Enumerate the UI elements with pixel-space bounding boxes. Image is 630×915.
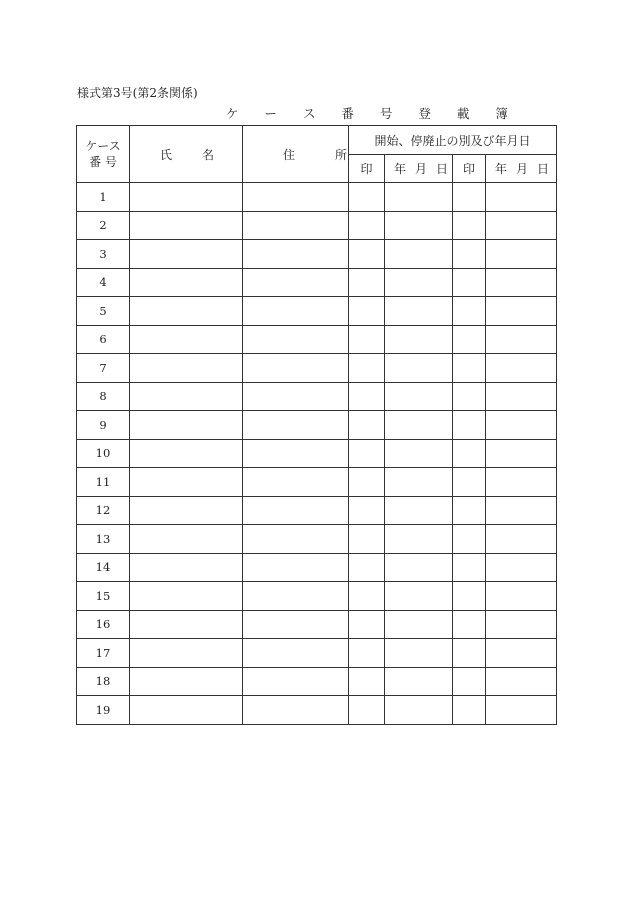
case-number-cell: 4 xyxy=(77,268,130,297)
seal-cell-2[interactable] xyxy=(453,610,486,639)
seal-cell-1[interactable] xyxy=(349,582,385,611)
seal-cell-1[interactable] xyxy=(349,639,385,668)
date-cell-2[interactable] xyxy=(486,525,557,554)
address-cell[interactable] xyxy=(243,411,349,440)
case-number-cell: 5 xyxy=(77,297,130,326)
table-row xyxy=(77,183,557,212)
date-cell-2[interactable] xyxy=(486,582,557,611)
date-cell-1[interactable] xyxy=(385,211,453,240)
date-cell-1[interactable] xyxy=(385,268,453,297)
address-cell[interactable] xyxy=(243,183,349,212)
address-header: 住所 xyxy=(243,126,349,183)
name-cell[interactable] xyxy=(130,553,243,582)
date-cell-2[interactable] xyxy=(486,639,557,668)
case-number-cell: 14 xyxy=(77,553,130,582)
address-cell[interactable] xyxy=(243,468,349,497)
name-cell[interactable] xyxy=(130,696,243,725)
address-cell[interactable] xyxy=(243,439,349,468)
seal-cell-2[interactable] xyxy=(453,639,486,668)
seal-cell-2[interactable] xyxy=(453,297,486,326)
seal-cell-2[interactable] xyxy=(453,354,486,383)
seal-cell-1[interactable] xyxy=(349,610,385,639)
seal-cell-2[interactable] xyxy=(453,582,486,611)
date-cell-1[interactable] xyxy=(385,468,453,497)
address-cell[interactable] xyxy=(243,610,349,639)
date-cell-1[interactable] xyxy=(385,439,453,468)
name-cell[interactable] xyxy=(130,268,243,297)
address-cell[interactable] xyxy=(243,325,349,354)
table-row xyxy=(77,582,557,611)
seal-cell-1[interactable] xyxy=(349,468,385,497)
case-number-cell: 19 xyxy=(77,696,130,725)
seal-cell-2[interactable] xyxy=(453,553,486,582)
seal-cell-2[interactable] xyxy=(453,411,486,440)
date-header-2: 年月日 xyxy=(486,155,557,183)
name-cell[interactable] xyxy=(130,240,243,269)
seal-cell-1[interactable] xyxy=(349,268,385,297)
address-cell[interactable] xyxy=(243,496,349,525)
table-row xyxy=(77,211,557,240)
date-cell-2[interactable] xyxy=(486,496,557,525)
name-cell[interactable] xyxy=(130,411,243,440)
case-number-cell: 18 xyxy=(77,667,130,696)
address-cell[interactable] xyxy=(243,211,349,240)
address-cell[interactable] xyxy=(243,382,349,411)
address-cell[interactable] xyxy=(243,354,349,383)
table-row xyxy=(77,496,557,525)
date-cell-1[interactable] xyxy=(385,297,453,326)
case-number-cell: 7 xyxy=(77,354,130,383)
date-cell-1[interactable] xyxy=(385,411,453,440)
name-cell[interactable] xyxy=(130,496,243,525)
table-row xyxy=(77,553,557,582)
seal-cell-1[interactable] xyxy=(349,354,385,383)
date-cell-2[interactable] xyxy=(486,610,557,639)
seal-cell-1[interactable] xyxy=(349,183,385,212)
seal-header-1: 印 xyxy=(349,155,385,183)
date-cell-2[interactable] xyxy=(486,667,557,696)
seal-cell-2[interactable] xyxy=(453,240,486,269)
date-cell-1[interactable] xyxy=(385,496,453,525)
case-number-header xyxy=(77,126,130,183)
seal-cell-2[interactable] xyxy=(453,496,486,525)
seal-cell-1[interactable] xyxy=(349,496,385,525)
case-number-cell: 8 xyxy=(77,382,130,411)
name-cell[interactable] xyxy=(130,382,243,411)
address-cell[interactable] xyxy=(243,696,349,725)
case-number-header-line1: ケース xyxy=(85,139,121,153)
date-cell-2[interactable] xyxy=(486,382,557,411)
seal-cell-2[interactable] xyxy=(453,183,486,212)
seal-cell-1[interactable] xyxy=(349,667,385,696)
address-cell[interactable] xyxy=(243,240,349,269)
seal-cell-2[interactable] xyxy=(453,268,486,297)
seal-cell-1[interactable] xyxy=(349,382,385,411)
table-row xyxy=(77,325,557,354)
date-cell-1[interactable] xyxy=(385,582,453,611)
name-cell[interactable] xyxy=(130,297,243,326)
address-cell[interactable] xyxy=(243,582,349,611)
table-row xyxy=(77,696,557,725)
case-number-cell: 17 xyxy=(77,639,130,668)
address-cell[interactable] xyxy=(243,297,349,326)
address-cell[interactable] xyxy=(243,553,349,582)
table-row xyxy=(77,610,557,639)
seal-cell-1[interactable] xyxy=(349,411,385,440)
case-number-cell: 12 xyxy=(77,496,130,525)
date-cell-1[interactable] xyxy=(385,696,453,725)
table-row xyxy=(77,439,557,468)
address-cell[interactable] xyxy=(243,268,349,297)
table-row xyxy=(77,411,557,440)
name-cell[interactable] xyxy=(130,468,243,497)
seal-header-2: 印 xyxy=(453,155,486,183)
address-cell[interactable] xyxy=(243,525,349,554)
date-cell-2[interactable] xyxy=(486,696,557,725)
case-number-cell: 10 xyxy=(77,439,130,468)
case-number-cell: 13 xyxy=(77,525,130,554)
case-number-cell: 6 xyxy=(77,325,130,354)
seal-cell-2[interactable] xyxy=(453,382,486,411)
date-cell-2[interactable] xyxy=(486,240,557,269)
register-rows xyxy=(77,183,557,725)
table-row xyxy=(77,525,557,554)
table-row xyxy=(77,354,557,383)
status-date-group-header: 開始、停廃止の別及び年月日 xyxy=(349,126,557,155)
case-number-cell: 16 xyxy=(77,610,130,639)
seal-cell-2[interactable] xyxy=(453,211,486,240)
case-number-header-line2: 番 号 xyxy=(89,155,117,169)
seal-cell-2[interactable] xyxy=(453,667,486,696)
register-table xyxy=(76,125,557,725)
seal-cell-1[interactable] xyxy=(349,525,385,554)
date-cell-2[interactable] xyxy=(486,211,557,240)
date-cell-2[interactable] xyxy=(486,183,557,212)
name-cell[interactable] xyxy=(130,183,243,212)
name-cell[interactable] xyxy=(130,525,243,554)
name-cell[interactable] xyxy=(130,211,243,240)
case-number-cell: 11 xyxy=(77,468,130,497)
name-cell[interactable] xyxy=(130,582,243,611)
case-number-cell: 3 xyxy=(77,240,130,269)
date-cell-1[interactable] xyxy=(385,610,453,639)
date-cell-1[interactable] xyxy=(385,354,453,383)
form-label: 様式第3号(第2条関係) xyxy=(77,86,198,100)
table-row xyxy=(77,667,557,696)
date-cell-1[interactable] xyxy=(385,183,453,212)
date-cell-1[interactable] xyxy=(385,382,453,411)
page-title: ケ ー ス 番 号 登 載 簿 xyxy=(226,106,519,121)
name-cell[interactable] xyxy=(130,439,243,468)
seal-cell-2[interactable] xyxy=(453,325,486,354)
table-row xyxy=(77,268,557,297)
date-cell-2[interactable] xyxy=(486,439,557,468)
seal-cell-1[interactable] xyxy=(349,240,385,269)
date-cell-2[interactable] xyxy=(486,297,557,326)
date-cell-1[interactable] xyxy=(385,639,453,668)
seal-cell-2[interactable] xyxy=(453,468,486,497)
address-cell[interactable] xyxy=(243,667,349,696)
seal-cell-2[interactable] xyxy=(453,525,486,554)
seal-cell-2[interactable] xyxy=(453,439,486,468)
table-row xyxy=(77,382,557,411)
name-cell[interactable] xyxy=(130,667,243,696)
date-cell-1[interactable] xyxy=(385,325,453,354)
name-cell[interactable] xyxy=(130,354,243,383)
name-cell[interactable] xyxy=(130,325,243,354)
seal-cell-2[interactable] xyxy=(453,696,486,725)
table-row xyxy=(77,297,557,326)
case-number-cell: 15 xyxy=(77,582,130,611)
seal-cell-1[interactable] xyxy=(349,297,385,326)
date-cell-1[interactable] xyxy=(385,553,453,582)
table-row xyxy=(77,240,557,269)
case-number-cell: 9 xyxy=(77,411,130,440)
date-cell-2[interactable] xyxy=(486,354,557,383)
case-number-cell: 1 xyxy=(77,183,130,212)
seal-cell-1[interactable] xyxy=(349,439,385,468)
date-cell-1[interactable] xyxy=(385,525,453,554)
address-cell[interactable] xyxy=(243,639,349,668)
name-cell[interactable] xyxy=(130,610,243,639)
date-cell-2[interactable] xyxy=(486,325,557,354)
seal-cell-1[interactable] xyxy=(349,553,385,582)
date-header-1: 年月日 xyxy=(385,155,453,183)
seal-cell-1[interactable] xyxy=(349,325,385,354)
name-header: 氏名 xyxy=(130,126,243,183)
name-cell[interactable] xyxy=(130,639,243,668)
date-cell-2[interactable] xyxy=(486,411,557,440)
table-row xyxy=(77,468,557,497)
date-cell-2[interactable] xyxy=(486,553,557,582)
date-cell-1[interactable] xyxy=(385,667,453,696)
case-number-cell: 2 xyxy=(77,211,130,240)
seal-cell-1[interactable] xyxy=(349,211,385,240)
date-cell-1[interactable] xyxy=(385,240,453,269)
table-row xyxy=(77,639,557,668)
seal-cell-1[interactable] xyxy=(349,696,385,725)
date-cell-2[interactable] xyxy=(486,268,557,297)
date-cell-2[interactable] xyxy=(486,468,557,497)
